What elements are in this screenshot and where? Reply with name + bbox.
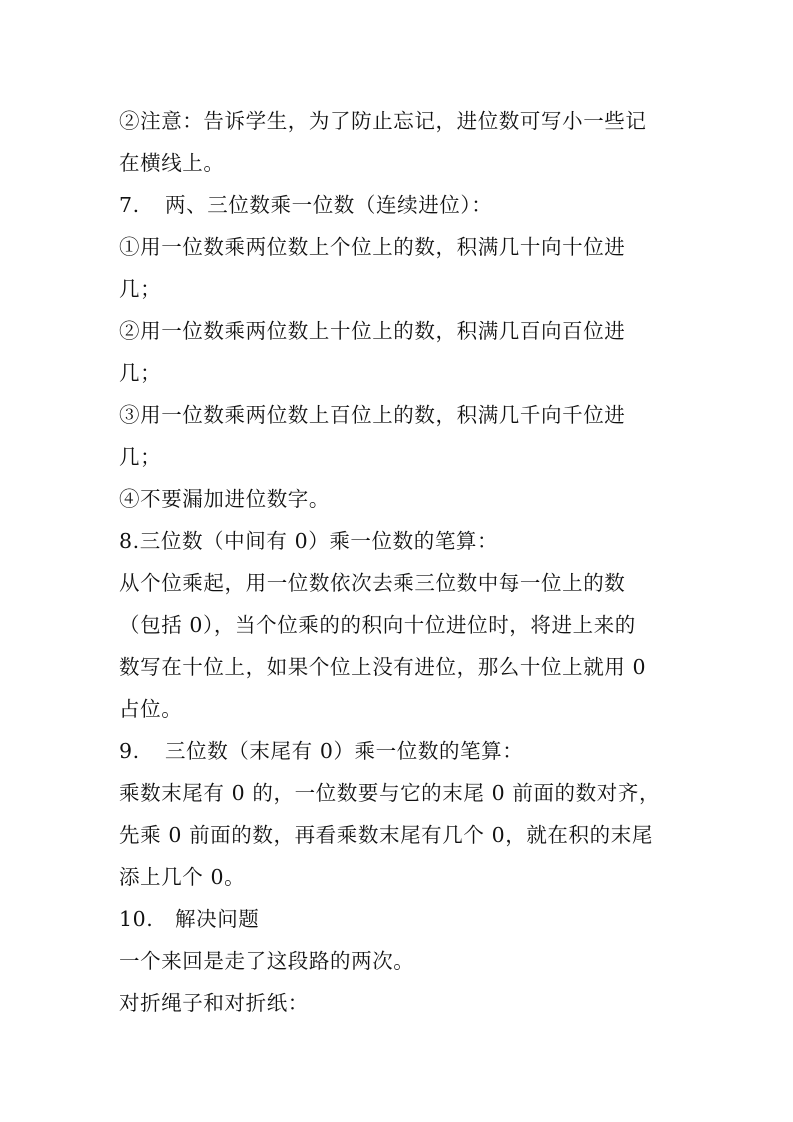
section-title: 解决问题: [175, 907, 260, 931]
text-line: 先乘 0 前面的数，再看乘数末尾有几个 0，就在积的末尾: [119, 823, 653, 847]
text-line: 对折绳子和对折纸：: [119, 991, 309, 1015]
text-line: ②注意：告诉学生，为了防止忘记，进位数可写小一些记: [119, 109, 647, 133]
section-title: 三位数（末尾有 0）乘一位数的笔算：: [165, 739, 524, 763]
document-page: [119, 100, 679, 1024]
section-number: 9.: [119, 739, 140, 763]
text-line: 从个位乘起，用一位数依次去乘三位数中每一位上的数: [119, 571, 626, 595]
section-8-heading: 8.三位数（中间有 0）乘一位数的笔算：: [119, 529, 499, 553]
text-line: 一个来回是走了这段路的两次。: [119, 949, 415, 973]
text-line: 几；: [119, 361, 162, 385]
text-line: 几；: [119, 277, 162, 301]
text-line: ②用一位数乘两位数上十位上的数，积满几百向百位进: [119, 319, 626, 343]
section-7-heading: [119, 184, 679, 226]
text-line: 乘数末尾有 0 的，一位数要与它的末尾 0 前面的数对齐，: [119, 781, 661, 805]
text-line: ④不要漏加进位数字。: [119, 487, 330, 511]
text-line: 添上几个 0。: [119, 865, 246, 889]
text-line: ①用一位数乘两位数上个位上的数，积满几十向十位进: [119, 235, 626, 259]
text-line: 数写在十位上，如果个位上没有进位，那么十位上就用 0: [119, 655, 647, 679]
text-line: （包括 0），当个位乘的的积向十位进位时，将进上来的: [119, 613, 636, 637]
section-number: 7.: [119, 193, 140, 217]
section-10-heading: [119, 898, 679, 940]
text-line: ③用一位数乘两位数上百位上的数，积满几千向千位进: [119, 403, 626, 427]
section-title: 两、三位数乘一位数（连续进位）：: [165, 193, 493, 217]
text-line: 在横线上。: [119, 151, 225, 175]
text-line: 几；: [119, 445, 162, 469]
section-9-heading: [119, 730, 679, 772]
text-line: 占位。: [119, 697, 183, 721]
section-number: 10.: [119, 907, 154, 931]
